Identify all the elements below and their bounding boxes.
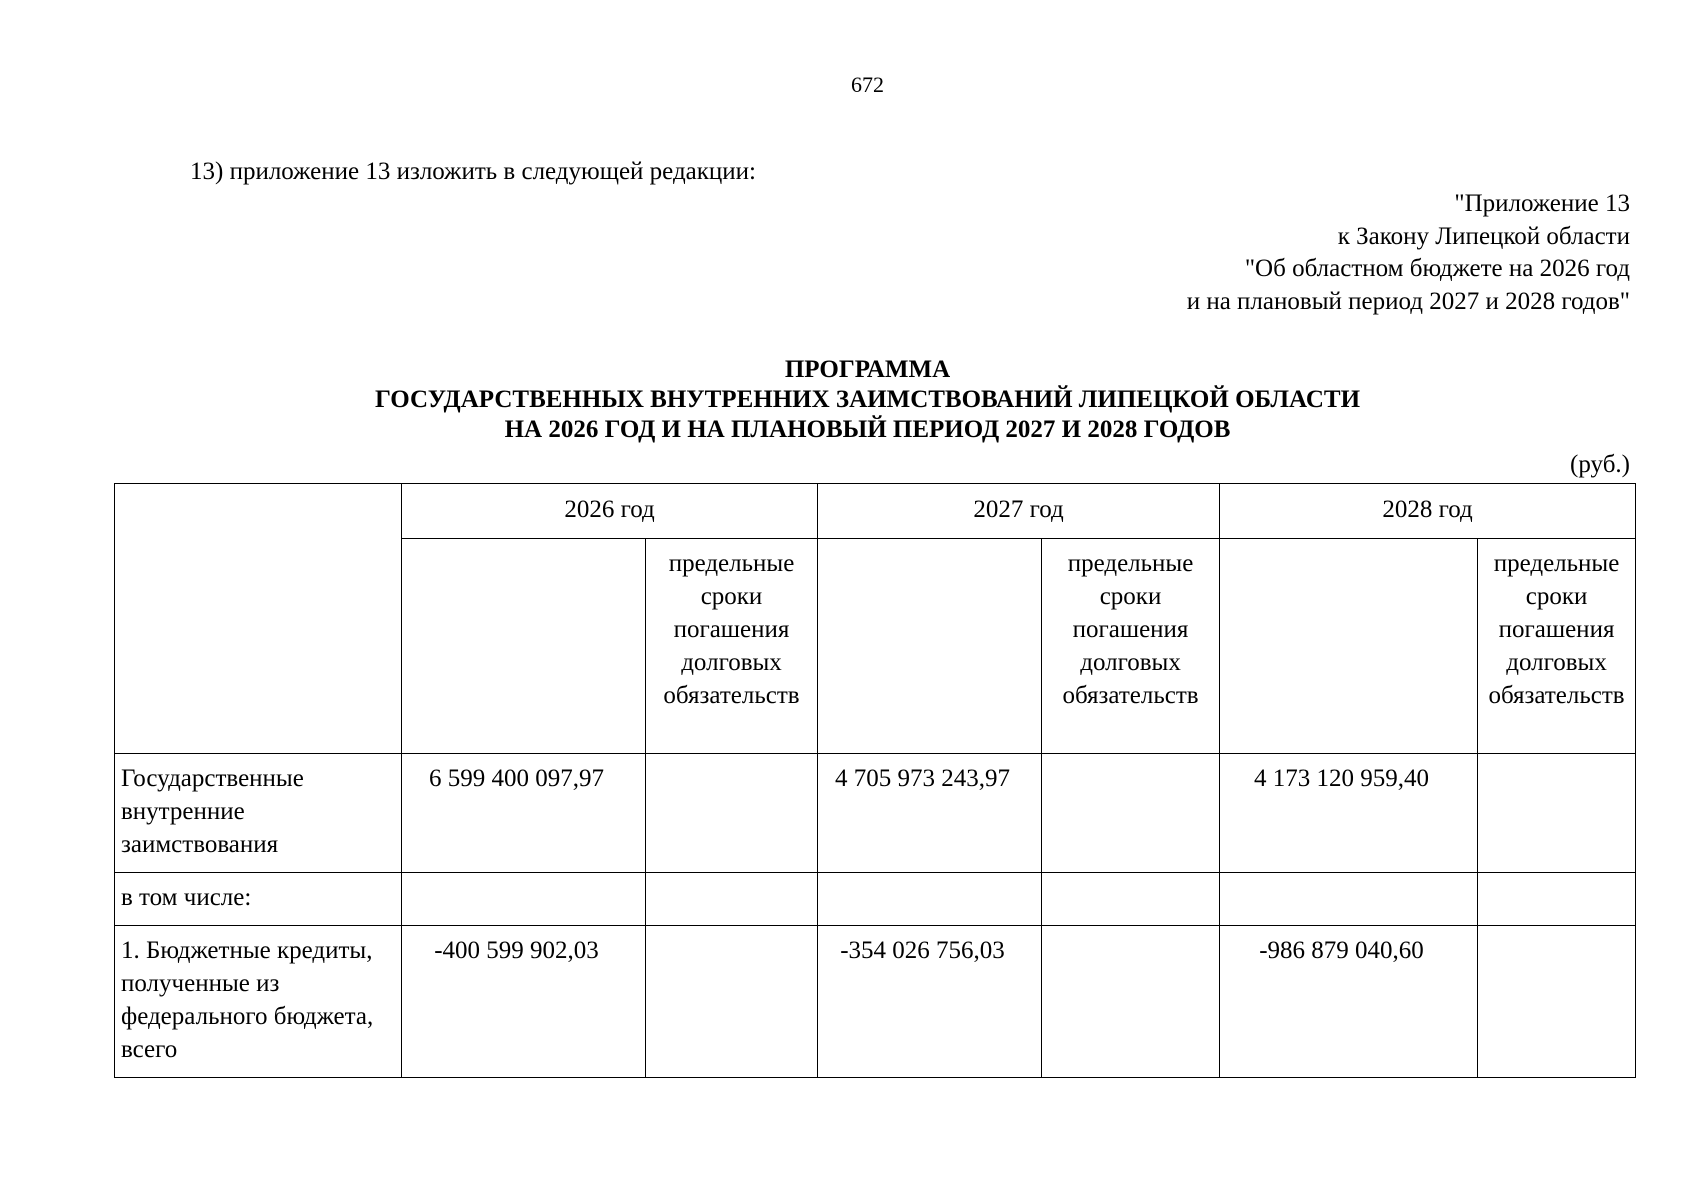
row-label: Государственные внутренние заимствования <box>115 754 402 873</box>
limit-2027 <box>1042 926 1220 1078</box>
amount-2028: 4 173 120 959,40 <box>1220 754 1478 873</box>
amount-2028 <box>1220 873 1478 926</box>
intro-text: 13) приложение 13 изложить в следующей редакции: <box>190 158 756 185</box>
appendix-line-1: "Приложение 13 <box>1454 190 1630 217</box>
table-row <box>115 926 1636 1078</box>
document-title <box>0 355 1697 445</box>
limit-2028 <box>1478 754 1636 873</box>
amount-2027 <box>818 873 1042 926</box>
limit-header-2026: предельные сроки погашения долговых обязательств <box>646 539 818 754</box>
borrowing-program-table <box>114 483 1636 1078</box>
table-row <box>115 873 1636 926</box>
amount-header-2028 <box>1220 539 1478 754</box>
table-row <box>115 754 1636 873</box>
header-blank-cell <box>115 484 402 754</box>
units-label: (руб.) <box>1570 451 1630 478</box>
amount-2026: -400 599 902,03 <box>402 926 646 1078</box>
title-line-3: НА 2026 ГОД И НА ПЛАНОВЫЙ ПЕРИОД 2027 И 2028 ГОДОВ <box>504 416 1231 443</box>
amount-2028: -986 879 040,60 <box>1220 926 1478 1078</box>
row-label: в том числе: <box>115 873 402 926</box>
amount-2026 <box>402 873 646 926</box>
limit-2028 <box>1478 926 1636 1078</box>
amount-2027: -354 026 756,03 <box>818 926 1042 1078</box>
appendix-line-4: и на плановый период 2027 и 2028 годов" <box>1186 287 1630 315</box>
appendix-reference <box>1187 188 1630 318</box>
limit-2027 <box>1042 873 1220 926</box>
limit-header-2027: предельные сроки погашения долговых обязательств <box>1042 539 1220 754</box>
amount-2027: 4 705 973 243,97 <box>818 754 1042 873</box>
appendix-line-2: к Закону Липецкой области <box>1337 222 1630 250</box>
title-line-1: ПРОГРАММА <box>784 356 951 383</box>
year-header-2027: 2027 год <box>818 484 1220 539</box>
year-header-2028: 2028 год <box>1220 484 1636 539</box>
amount-header-2026 <box>402 539 646 754</box>
row-label: 1. Бюджетные кредиты, полученные из федерального бюджета, всего <box>115 926 402 1078</box>
limit-2026 <box>646 926 818 1078</box>
limit-2026 <box>646 873 818 926</box>
limit-2028 <box>1478 873 1636 926</box>
limit-2027 <box>1042 754 1220 873</box>
year-header-row <box>115 484 1636 539</box>
appendix-line-3: "Об областном бюджете на 2026 год <box>1244 255 1630 282</box>
limit-header-2028: предельные сроки погашения долговых обязательств <box>1478 539 1636 754</box>
amount-2026: 6 599 400 097,97 <box>402 754 646 873</box>
year-header-2026: 2026 год <box>402 484 818 539</box>
page-number: 672 <box>851 72 884 97</box>
amount-header-2027 <box>818 539 1042 754</box>
limit-2026 <box>646 754 818 873</box>
title-line-2: ГОСУДАРСТВЕННЫХ ВНУТРЕННИХ ЗАИМСТВОВАНИЙ ЛИПЕЦКОЙ ОБЛАСТИ <box>374 386 1361 413</box>
